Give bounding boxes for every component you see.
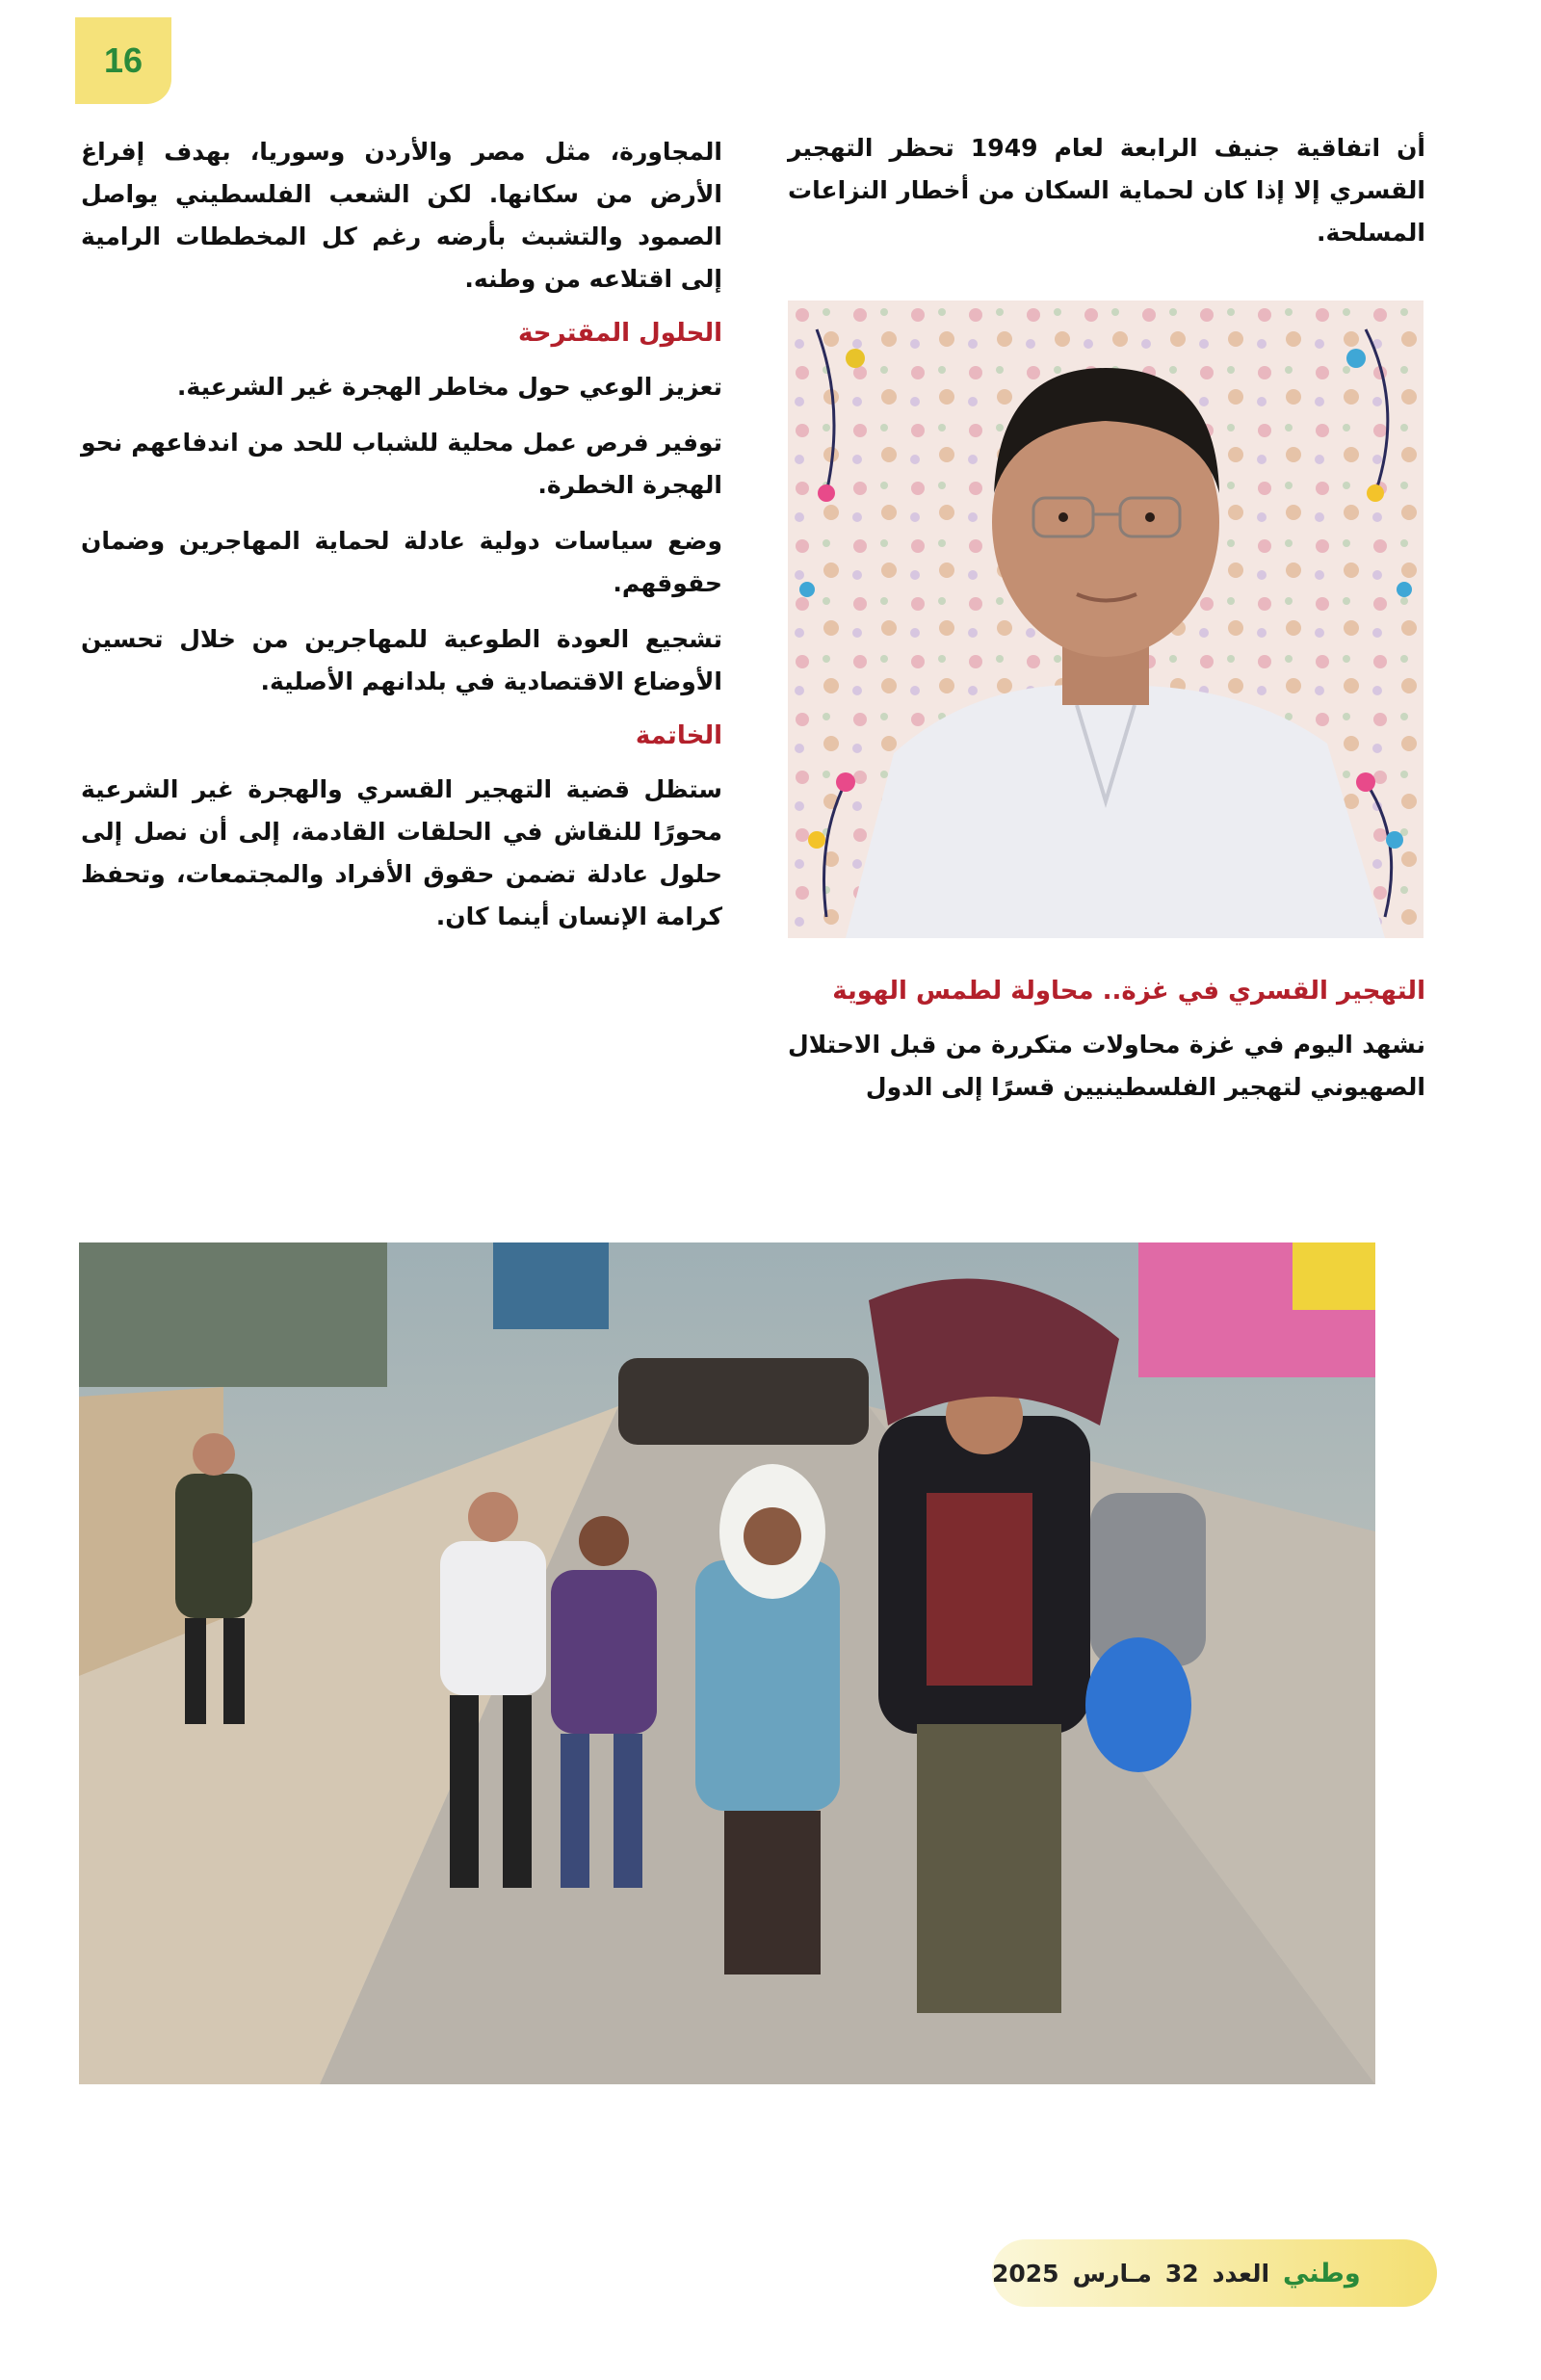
portrait-photo bbox=[788, 301, 1423, 938]
solutions-heading: الحلول المقترحة bbox=[517, 319, 722, 348]
left-column bbox=[81, 131, 722, 952]
continuation-paragraph: المجاورة، مثل مصر والأردن وسوريا، بهدف إفراغ الأرض من سكانها. لكن الشعب الفلسطيني يواصل الصمود والتشبث بأرضه رغم كل المخططات الرامية إلى اقتلاعه من وطنه. bbox=[81, 138, 722, 293]
page-number: 16 bbox=[103, 40, 144, 80]
solution-item: توفير فرص عمل محلية للشباب للحد من اندفاعهم نحو الهجرة الخطرة. bbox=[81, 429, 722, 499]
solution-item: تعزيز الوعي حول مخاطر الهجرة غير الشرعية. bbox=[176, 373, 722, 401]
magazine-brand: وطني bbox=[1283, 2258, 1361, 2288]
displaced-people-photo bbox=[79, 1242, 1375, 2084]
gaza-section-heading: التهجير القسري في غزة.. محاولة لطمس الهوية bbox=[832, 977, 1425, 1006]
page-number-badge bbox=[75, 17, 171, 104]
solution-item: وضع سياسات دولية عادلة لحماية المهاجرين وضمان حقوقهم. bbox=[81, 527, 722, 597]
issue-year: 2025 bbox=[992, 2259, 1059, 2288]
gaza-section-body: نشهد اليوم في غزة محاولات متكررة من قبل الاحتلال الصهيوني لتهجير الفلسطينيين قسرًا إلى الدول bbox=[788, 1031, 1425, 1101]
conclusion-heading: الخاتمة bbox=[635, 721, 722, 750]
intro-paragraph: أن اتفاقية جنيف الرابعة لعام 1949 تحظر التهجير القسري إلا إذا كان لحماية السكان من أخطار النزاعات المسلحة. bbox=[788, 134, 1425, 247]
street-illustration bbox=[79, 1242, 1375, 2084]
issue-label: العدد bbox=[1212, 2259, 1270, 2288]
right-column-intro bbox=[788, 127, 1425, 268]
issue-number: 32 bbox=[1164, 2259, 1199, 2288]
gaza-section bbox=[788, 968, 1425, 1122]
issue-month: مـارس bbox=[1072, 2259, 1152, 2288]
conclusion-paragraph: ستظل قضية التهجير القسري والهجرة غير الشرعية محورًا للنقاش في الحلقات القادمة، إلى أن نصل إلى حلول عادلة تضمن حقوق الأفراد والمجتمعات، وتحفظ كرامة الإنسان أينما كان. bbox=[81, 775, 722, 930]
portrait-illustration bbox=[788, 301, 1423, 938]
footer-issue-pill bbox=[992, 2239, 1437, 2307]
solution-item: تشجيع العودة الطوعية للمهاجرين من خلال تحسين الأوضاع الاقتصادية في بلدانهم الأصلية. bbox=[81, 625, 722, 695]
